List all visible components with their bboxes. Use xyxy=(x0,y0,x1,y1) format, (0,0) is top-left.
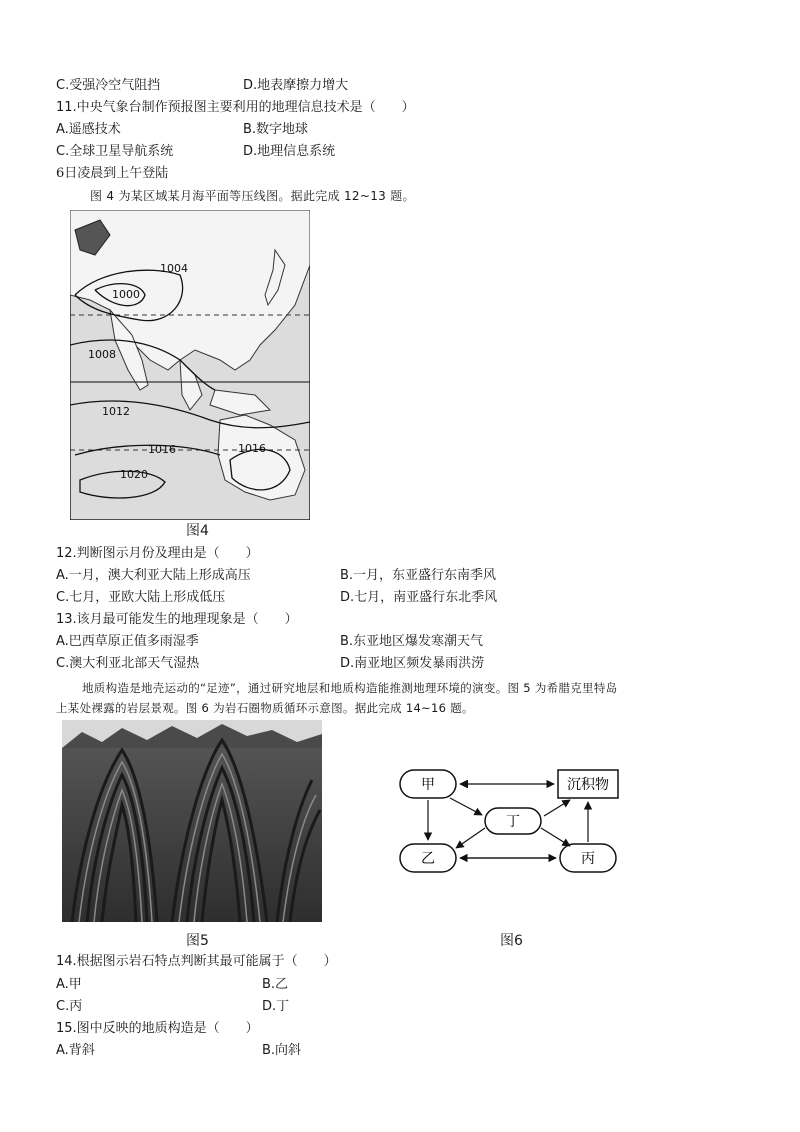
q13-stem: 13.该月最可能发生的地理现象是（ ） xyxy=(56,612,298,627)
q12-option-a: A.一月，澳大利亚大陆上形成高压 xyxy=(56,568,251,583)
intro-14-16-line2: 上某处裸露的岩层景观。图 6 为岩石圈物质循环示意图。据此完成 14~16 题。 xyxy=(56,701,474,715)
isobar-label: 1016 xyxy=(148,443,176,456)
figure6-svg xyxy=(390,740,650,900)
q14-stem: 14.根据图示岩石特点判断其最可能属于（ ） xyxy=(56,954,337,969)
intro-12-13: 图 4 为某区域某月海平面等压线图。据此完成 12~13 题。 xyxy=(90,189,415,203)
q13-option-c: C.澳大利亚北部天气湿热 xyxy=(56,656,200,671)
arrow-ding-to-yi xyxy=(456,828,485,848)
q15-option-b: B.向斜 xyxy=(262,1043,302,1058)
q13-option-b: B.东亚地区爆发寒潮天气 xyxy=(340,634,484,649)
node-jia: 甲 xyxy=(421,777,435,793)
q11-option-a: A.遥感技术 xyxy=(56,122,121,137)
q11-stem: 11.中央气象台制作预报图主要利用的地理信息技术是（ ） xyxy=(56,100,415,115)
node-bing: 丙 xyxy=(581,851,595,867)
q14-option-b: B.乙 xyxy=(262,977,289,992)
figure5-svg xyxy=(62,720,322,922)
isobar-label: 1008 xyxy=(88,348,116,361)
q12-option-c: C.七月，亚欧大陆上形成低压 xyxy=(56,590,226,605)
arrow-ding-to-bing xyxy=(541,828,570,846)
q12-option-b: B.一月，东亚盛行东南季风 xyxy=(340,568,497,583)
arrow-jia-to-ding xyxy=(450,798,482,815)
figure4-isobar-map xyxy=(70,210,310,520)
q11-option-c: C.全球卫星导航系统 xyxy=(56,144,174,159)
q14-option-d: D.丁 xyxy=(262,999,290,1014)
figure6-rock-cycle xyxy=(390,740,650,900)
q15-stem: 15.图中反映的地质构造是（ ） xyxy=(56,1021,259,1036)
node-sediment: 沉积物 xyxy=(567,777,609,793)
q14-option-a: A.甲 xyxy=(56,977,82,992)
node-ding: 丁 xyxy=(506,814,520,830)
arrowhead-sediment-to-jia xyxy=(460,780,468,788)
isobar-label: 1020 xyxy=(120,468,148,481)
figure5-caption: 图5 xyxy=(186,933,209,949)
q13-option-a: A.巴西草原正值多雨湿季 xyxy=(56,634,199,649)
handwritten-note: 6日凌晨到上午登陆 xyxy=(56,166,169,181)
q11-option-d: D.地理信息系统 xyxy=(243,144,336,159)
arrow-ding-to-sediment xyxy=(544,800,570,816)
figure4-caption: 图4 xyxy=(186,523,209,539)
q10-option-d: D.地表摩擦力增大 xyxy=(243,78,349,93)
isobar-label: 1000 xyxy=(112,288,140,301)
figure4-svg xyxy=(70,210,310,520)
q14-option-c: C.丙 xyxy=(56,999,83,1014)
isobar-label: 1004 xyxy=(160,262,188,275)
q12-stem: 12.判断图示月份及理由是（ ） xyxy=(56,546,259,561)
node-yi: 乙 xyxy=(421,851,435,867)
figure6-caption: 图6 xyxy=(500,933,523,949)
intro-14-16-line1: 地质构造是地壳运动的“足迹”，通过研究地层和地质构造能推测地理环境的演变。图 5 为希腊克里特岛 xyxy=(82,681,618,695)
q11-option-b: B.数字地球 xyxy=(243,122,309,137)
q13-option-d: D.南亚地区频发暴雨洪涝 xyxy=(340,656,485,671)
q10-option-c: C.受强冷空气阻挡 xyxy=(56,78,161,93)
figure5-rock-photo xyxy=(62,720,322,922)
isobar-label: 1016 xyxy=(238,442,266,455)
isobar-label: 1012 xyxy=(102,405,130,418)
q15-option-a: A.背斜 xyxy=(56,1043,95,1058)
q12-option-d: D.七月，南亚盛行东北季风 xyxy=(340,590,498,605)
